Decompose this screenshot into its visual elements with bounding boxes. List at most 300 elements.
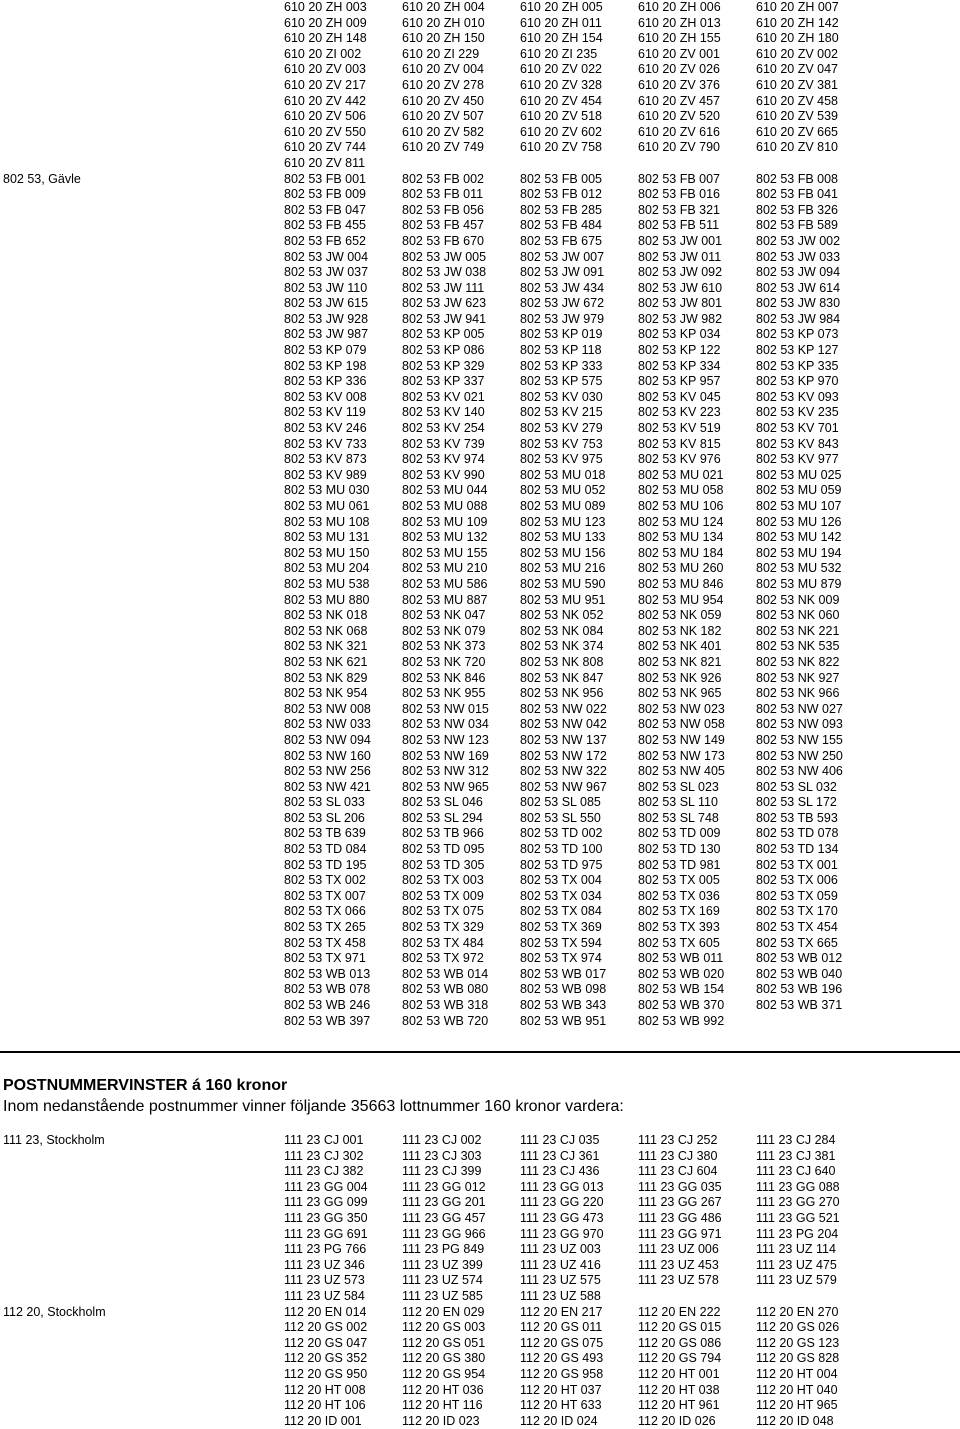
lottery-number: 802 53 JW 672 [520, 296, 605, 311]
lottery-number: 112 20 HT 036 [402, 1382, 484, 1397]
lottery-number: 802 53 TX 036 [638, 888, 720, 903]
lottery-number: 802 53 MU 123 [520, 514, 606, 529]
lottery-number: 802 53 KV 976 [638, 452, 721, 467]
lottery-number: 112 20 ID 026 [638, 1413, 716, 1428]
lottery-number: 802 53 WB 343 [520, 998, 607, 1012]
lottery-number: 802 53 FB 457 [402, 218, 485, 233]
lottery-number: 802 53 JW 615 [284, 296, 369, 311]
lottery-number: 802 53 NK 079 [402, 623, 486, 638]
lottery-number: 610 20 ZV 518 [520, 109, 603, 124]
lottery-number: 610 20 ZV 450 [402, 93, 485, 108]
lottery-number: 802 53 MU 108 [284, 514, 370, 529]
lottery-number: 802 53 MU 132 [402, 530, 488, 545]
lottery-number: 802 53 TX 458 [284, 935, 366, 950]
lottery-number: 802 53 KV 119 [284, 405, 366, 420]
lottery-number: 802 53 JW 830 [756, 296, 841, 311]
lottery-number: 802 53 JW 111 [402, 280, 485, 295]
lottery-number: 112 20 HT 116 [402, 1398, 483, 1413]
lottery-number: 802 53 MU 133 [520, 530, 606, 545]
lottery-number: 802 53 NW 405 [638, 764, 725, 779]
lottery-number: 802 53 NW 137 [520, 732, 607, 747]
lottery-number: 112 20 GS 015 [638, 1320, 722, 1335]
lottery-number: 802 53 KV 235 [756, 405, 839, 420]
lottery-number: 802 53 WB 014 [402, 966, 489, 981]
lottery-number: 802 53 WB 720 [402, 1013, 489, 1028]
postcode-group [0, 172, 960, 1030]
lottery-number: 802 53 KV 753 [520, 436, 603, 451]
lottery-number: 610 20 ZH 005 [520, 0, 603, 14]
lottery-number: 802 53 TX 084 [520, 904, 602, 919]
lottery-number: 610 20 ZH 154 [520, 31, 603, 46]
lottery-number: 802 53 TD 975 [520, 857, 603, 872]
lottery-number: 802 53 KV 843 [756, 436, 839, 451]
lottery-number: 610 20 ZI 235 [520, 46, 598, 61]
postcode-area-label [0, 0, 284, 172]
lottery-number: 111 23 GG 004 [284, 1179, 368, 1194]
lottery-number: 802 53 JW 928 [284, 311, 369, 326]
lottery-number: 802 53 NW 250 [756, 748, 843, 763]
lottery-number: 112 20 GS 352 [284, 1351, 368, 1366]
lottery-number: 802 53 NK 401 [638, 639, 722, 654]
lottery-number: 802 53 WB 371 [756, 998, 843, 1012]
lottery-number: 802 53 MU 150 [284, 545, 370, 560]
lottery-number: 802 53 NK 535 [756, 639, 840, 654]
lottery-number: 802 53 TD 095 [402, 842, 485, 857]
lottery-number: 111 23 CJ 604 [638, 1164, 718, 1179]
lottery-number: 112 20 HT 008 [284, 1382, 366, 1397]
lottery-number: 111 23 GG 035 [638, 1179, 722, 1194]
lottery-number: 802 53 NW 149 [638, 732, 725, 747]
lottery-number: 802 53 NW 042 [520, 717, 607, 732]
lottery-number: 802 53 JW 094 [756, 265, 841, 280]
section-divider [0, 1051, 960, 1053]
lottery-number: 802 53 TX 665 [756, 935, 838, 950]
lottery-number: 610 20 ZH 004 [402, 0, 485, 14]
lottery-number: 802 53 NK 821 [638, 654, 722, 669]
lottery-number: 111 23 UZ 579 [756, 1273, 837, 1288]
lottery-number: 610 20 ZH 148 [284, 31, 367, 46]
lottery-number: 802 53 MU 089 [520, 499, 606, 513]
lottery-number: 802 53 TX 369 [520, 920, 602, 935]
lottery-number: 802 53 TD 100 [520, 842, 603, 857]
lottery-number: 802 53 TX 971 [284, 951, 366, 966]
lottery-number: 802 53 TX 004 [520, 873, 602, 888]
lottery-number: 802 53 JW 941 [402, 311, 487, 326]
section-subheading: Inom nedanstående postnummer vinner följande 35663 lottnummer 160 kronor vardera: [3, 1098, 624, 1115]
lottery-number: 802 53 MU 030 [284, 483, 370, 498]
lottery-number: 802 53 SL 172 [756, 795, 837, 810]
lottery-number: 802 53 SL 206 [284, 810, 365, 825]
lottery-number: 802 53 TD 134 [756, 842, 839, 857]
lottery-number: 802 53 TX 974 [520, 951, 602, 966]
lottery-number: 610 20 ZV 026 [638, 62, 721, 77]
lottery-number: 802 53 WB 196 [756, 982, 843, 997]
lottery-number: 112 20 EN 270 [756, 1304, 839, 1319]
lottery-number: 802 53 KP 118 [520, 343, 602, 358]
lottery-number: 802 53 NK 052 [520, 608, 604, 623]
lottery-number: 802 53 KV 093 [756, 389, 839, 404]
lottery-number: 802 53 MU 210 [402, 561, 488, 576]
lottery-number: 802 53 WB 951 [520, 1013, 607, 1028]
postcode-area-label: 802 53, Gävle [3, 171, 81, 186]
lottery-number: 111 23 UZ 578 [638, 1273, 719, 1288]
lottery-number: 802 53 SL 032 [756, 779, 837, 794]
lottery-number: 802 53 KP 019 [520, 327, 603, 342]
lottery-number: 802 53 KV 254 [402, 421, 485, 436]
lottery-number: 802 53 NK 084 [520, 623, 604, 638]
lottery-number: 111 23 GG 350 [284, 1210, 368, 1225]
lottery-number: 802 53 MU 538 [284, 576, 370, 591]
lottery-number: 802 53 NK 822 [756, 654, 840, 669]
lottery-number: 802 53 TD 130 [638, 842, 721, 857]
lottery-number: 802 53 WB 013 [284, 966, 371, 981]
lottery-number: 802 53 MU 156 [520, 545, 606, 560]
lottery-number: 802 53 KV 977 [756, 452, 839, 467]
lottery-number: 802 53 SL 550 [520, 810, 601, 825]
lottery-number: 802 53 SL 046 [402, 795, 483, 810]
lottery-number: 802 53 KP 957 [638, 374, 721, 389]
lottery-number: 610 20 ZH 180 [756, 31, 839, 46]
lottery-number: 802 53 KV 733 [284, 436, 367, 451]
lottery-number: 111 23 GG 486 [638, 1210, 722, 1225]
lottery-number: 112 20 ID 024 [520, 1413, 598, 1428]
lottery-number: 802 53 NW 155 [756, 732, 843, 747]
lottery-number: 802 53 KV 873 [284, 452, 367, 467]
lottery-number: 802 53 JW 801 [638, 296, 723, 311]
lottery-number: 802 53 KV 246 [284, 421, 367, 436]
lottery-number: 802 53 MU 044 [402, 483, 488, 498]
lottery-number: 111 23 GG 691 [284, 1226, 368, 1241]
lottery-number: 610 20 ZV 811 [284, 155, 366, 170]
lottery-number: 112 20 GS 003 [402, 1320, 486, 1335]
lottery-number: 802 53 TX 972 [402, 951, 484, 966]
lottery-number: 802 53 NK 847 [520, 670, 604, 685]
lottery-number: 802 53 TD 305 [402, 857, 485, 872]
lottery-number: 111 23 GG 267 [638, 1195, 722, 1210]
lottery-number: 802 53 NK 221 [756, 623, 840, 638]
lottery-number: 802 53 NK 059 [638, 608, 722, 623]
lottery-number: 111 23 PG 849 [402, 1242, 485, 1257]
lottery-number: 802 53 MU 590 [520, 576, 606, 591]
lottery-number-grid [284, 172, 960, 1030]
lottery-number: 802 53 FB 484 [520, 218, 603, 233]
lottery-number: 802 53 TX 170 [756, 904, 838, 919]
lottery-number: 802 53 NK 846 [402, 670, 486, 685]
lottery-number: 111 23 CJ 380 [638, 1148, 718, 1163]
lottery-number: 610 20 ZI 002 [284, 46, 362, 61]
lottery-number: 802 53 NK 018 [284, 608, 368, 623]
lottery-number: 111 23 CJ 399 [402, 1164, 482, 1179]
lottery-number: 111 23 GG 012 [402, 1179, 486, 1194]
lottery-number: 802 53 NK 068 [284, 623, 368, 638]
lottery-number: 802 53 NW 322 [520, 764, 607, 779]
lottery-number: 112 20 GS 950 [284, 1366, 368, 1381]
lottery-number: 610 20 ZV 602 [520, 124, 603, 139]
lottery-number: 111 23 PG 766 [284, 1242, 367, 1257]
lottery-number: 802 53 MU 204 [284, 561, 370, 576]
lottery-number: 802 53 JW 610 [638, 280, 723, 295]
lottery-number: 802 53 MU 954 [638, 592, 724, 607]
lottery-number: 111 23 GG 099 [284, 1195, 368, 1210]
lottery-number: 610 20 ZH 150 [402, 31, 485, 46]
lottery-number: 802 53 NW 312 [402, 764, 489, 779]
lottery-number: 802 53 TX 605 [638, 935, 720, 950]
lottery-number: 802 53 JW 037 [284, 265, 369, 280]
lottery-number: 802 53 FB 511 [638, 218, 720, 233]
lottery-number: 112 20 GS 002 [284, 1320, 368, 1335]
lottery-number: 802 53 JW 005 [402, 249, 487, 264]
lottery-number: 802 53 NW 022 [520, 701, 607, 716]
lottery-number: 112 20 HT 040 [756, 1382, 838, 1397]
lottery-number: 802 53 MU 216 [520, 561, 606, 576]
lottery-number: 802 53 SL 748 [638, 810, 719, 825]
lottery-number: 802 53 KP 086 [402, 343, 485, 358]
lottery-number: 610 20 ZV 810 [756, 140, 839, 155]
lottery-number: 802 53 NK 966 [756, 686, 840, 701]
lottery-number: 112 20 HT 037 [520, 1382, 602, 1397]
lottery-number: 111 23 CJ 284 [756, 1133, 836, 1147]
lottery-number: 610 20 ZV 381 [756, 77, 839, 92]
lottery-number: 802 53 MU 052 [520, 483, 606, 498]
lottery-number: 111 23 UZ 006 [638, 1242, 719, 1257]
lottery-number: 802 53 MU 058 [638, 483, 724, 498]
lottery-number: 610 20 ZV 616 [638, 124, 721, 139]
lottery-number: 112 20 EN 029 [402, 1304, 485, 1319]
lottery-number: 111 23 GG 201 [402, 1195, 486, 1210]
lottery-number: 802 53 MU 184 [638, 545, 724, 560]
lottery-number: 802 53 KV 701 [756, 421, 839, 436]
lottery-number: 802 53 NW 093 [756, 717, 843, 732]
lottery-number: 610 20 ZV 001 [638, 46, 721, 61]
lottery-number: 112 20 ID 023 [402, 1413, 480, 1428]
lottery-number: 610 20 ZV 004 [402, 62, 485, 77]
lottery-number: 802 53 SL 033 [284, 795, 365, 810]
lottery-number: 802 53 NK 182 [638, 623, 722, 638]
lottery-number: 802 53 TX 393 [638, 920, 720, 935]
lottery-number: 802 53 NW 256 [284, 764, 371, 779]
lottery-number: 111 23 UZ 475 [756, 1257, 837, 1272]
lottery-number: 802 53 NK 927 [756, 670, 840, 685]
lottery-number: 610 20 ZH 155 [638, 31, 721, 46]
lottery-number: 112 20 HT 004 [756, 1366, 838, 1381]
lottery-number: 802 53 KV 989 [284, 467, 367, 482]
lottery-number: 802 53 KV 974 [402, 452, 485, 467]
lottery-number: 802 53 KP 970 [756, 374, 839, 389]
lottery-number: 802 53 TX 484 [402, 935, 484, 950]
lottery-number: 112 20 GS 493 [520, 1351, 604, 1366]
lottery-number: 802 53 WB 012 [756, 951, 843, 966]
lottery-number: 610 20 ZV 520 [638, 109, 721, 124]
lottery-number: 802 53 MU 124 [638, 514, 724, 529]
lottery-number: 610 20 ZV 022 [520, 62, 603, 77]
lottery-number: 802 53 TX 002 [284, 873, 366, 888]
lottery-number: 112 20 GS 051 [402, 1335, 486, 1350]
lottery-number: 802 53 WB 246 [284, 998, 371, 1012]
lottery-number: 802 53 TB 593 [756, 810, 838, 825]
lottery-number: 802 53 JW 091 [520, 265, 605, 280]
postcode-area-label: 111 23, Stockholm [3, 1133, 105, 1147]
lottery-number: 802 53 WB 370 [638, 998, 725, 1012]
lottery-number: 802 53 NW 094 [284, 732, 371, 747]
lottery-number: 802 53 NW 123 [402, 732, 489, 747]
lottery-number: 802 53 FB 011 [402, 187, 484, 202]
lottery-number: 802 53 JW 984 [756, 311, 841, 326]
lottery-number: 802 53 MU 155 [402, 545, 488, 560]
lottery-number: 802 53 NW 015 [402, 701, 489, 716]
lottery-number: 802 53 KV 815 [638, 436, 721, 451]
lottery-number: 610 20 ZH 003 [284, 0, 367, 14]
lottery-number: 610 20 ZV 506 [284, 109, 367, 124]
lottery-number: 111 23 UZ 588 [520, 1288, 601, 1303]
lottery-number: 802 53 FB 008 [756, 171, 839, 186]
section-heading: POSTNUMMERVINSTER á 160 kronor [3, 1077, 288, 1094]
lottery-number: 802 53 NK 955 [402, 686, 486, 701]
lottery-number: 802 53 MU 131 [284, 530, 370, 545]
postcode-group [0, 1133, 960, 1305]
lottery-number: 610 20 ZV 047 [756, 62, 839, 77]
lottery-number: 802 53 TD 078 [756, 826, 839, 841]
lottery-number: 112 20 EN 217 [520, 1304, 603, 1319]
lottery-number: 802 53 FB 589 [756, 218, 839, 233]
lottery-number: 111 23 UZ 575 [520, 1273, 601, 1288]
lottery-number: 802 53 MU 260 [638, 561, 724, 576]
lottery-number: 802 53 MU 088 [402, 499, 488, 513]
lottery-number: 802 53 WB 154 [638, 982, 725, 997]
lottery-number: 610 20 ZV 507 [402, 109, 485, 124]
lottery-number: 802 53 FB 009 [284, 187, 367, 202]
lottery-number: 610 20 ZH 009 [284, 15, 367, 30]
lottery-number: 111 23 UZ 573 [284, 1273, 365, 1288]
lottery-number: 802 53 KV 990 [402, 467, 485, 482]
lottery-number: 112 20 HT 106 [284, 1398, 366, 1413]
lottery-number: 802 53 NK 373 [402, 639, 486, 654]
lottery-number: 802 53 MU 106 [638, 499, 724, 513]
lottery-number: 802 53 KP 329 [402, 358, 485, 373]
lottery-number: 111 23 GG 457 [402, 1210, 486, 1225]
lottery-number: 112 20 HT 965 [756, 1398, 838, 1413]
lottery-number-grid [284, 0, 960, 172]
lottery-number: 610 20 ZV 328 [520, 77, 603, 92]
lottery-number: 802 53 KV 279 [520, 421, 603, 436]
postcode-area-label: 112 20, Stockholm [3, 1304, 106, 1319]
lottery-number: 802 53 NW 034 [402, 717, 489, 732]
lottery-number: 802 53 WB 098 [520, 982, 607, 997]
lottery-number: 802 53 NK 956 [520, 686, 604, 701]
lottery-number: 802 53 SL 023 [638, 779, 719, 794]
lottery-number: 610 20 ZV 665 [756, 124, 839, 139]
lottery-number: 802 53 NK 829 [284, 670, 368, 685]
lottery-number: 802 53 SL 110 [638, 795, 718, 810]
lottery-number: 802 53 MU 109 [402, 514, 488, 529]
lottery-number: 802 53 NK 926 [638, 670, 722, 685]
lottery-number: 111 23 UZ 416 [520, 1257, 601, 1272]
lottery-number: 111 23 GG 971 [638, 1226, 722, 1241]
lottery-number: 802 53 JW 001 [638, 233, 723, 248]
lottery-number: 802 53 JW 987 [284, 327, 369, 342]
lottery-number: 802 53 TX 003 [402, 873, 484, 888]
lottery-number: 802 53 NK 621 [284, 654, 368, 669]
lottery-number: 112 20 GS 828 [756, 1351, 840, 1366]
lottery-number: 802 53 KP 198 [284, 358, 367, 373]
lottery-number: 802 53 KV 739 [402, 436, 485, 451]
lottery-number: 802 53 JW 614 [756, 280, 841, 295]
lottery-number: 610 20 ZH 010 [402, 15, 485, 30]
lottery-number: 802 53 JW 434 [520, 280, 605, 295]
lottery-number: 802 53 NW 169 [402, 748, 489, 763]
lottery-number: 802 53 TX 059 [756, 888, 838, 903]
lottery-number: 610 20 ZH 007 [756, 0, 839, 14]
lottery-number: 802 53 TD 981 [638, 857, 721, 872]
lottery-number: 802 53 MU 586 [402, 576, 488, 591]
lottery-number: 802 53 NK 047 [402, 608, 486, 623]
lottery-number: 802 53 KP 127 [756, 343, 839, 358]
lottery-number: 112 20 GS 026 [756, 1320, 840, 1335]
lottery-number: 112 20 HT 001 [638, 1366, 720, 1381]
lottery-number: 802 53 FB 012 [520, 187, 603, 202]
lottery-number: 111 23 CJ 381 [756, 1148, 836, 1163]
lottery-number: 802 53 WB 397 [284, 1013, 371, 1028]
lottery-number: 802 53 FB 041 [756, 187, 839, 202]
lottery-number: 802 53 MU 880 [284, 592, 370, 607]
lottery-number: 111 23 PG 204 [756, 1226, 839, 1241]
lottery-number: 802 53 NW 160 [284, 748, 371, 763]
lottery-number: 610 20 ZV 458 [756, 93, 839, 108]
lottery-number: 111 23 CJ 382 [284, 1164, 364, 1179]
lottery-number: 802 53 NW 008 [284, 701, 371, 716]
lottery-number: 802 53 WB 040 [756, 966, 843, 981]
lottery-number: 802 53 FB 005 [520, 171, 603, 186]
lottery-number: 610 20 ZH 011 [520, 15, 602, 30]
lottery-number: 610 20 ZV 550 [284, 124, 367, 139]
lottery-number: 111 23 CJ 002 [402, 1133, 482, 1147]
winning-numbers-list-bottom [0, 1133, 960, 1429]
lottery-number: 111 23 CJ 436 [520, 1164, 600, 1179]
lottery-number: 610 20 ZH 142 [756, 15, 839, 30]
lottery-number: 112 20 GS 075 [520, 1335, 604, 1350]
lottery-number: 802 53 NW 173 [638, 748, 725, 763]
lottery-number: 802 53 NW 421 [284, 779, 371, 794]
lottery-number: 610 20 ZV 376 [638, 77, 721, 92]
lottery-number: 802 53 FB 285 [520, 202, 603, 217]
lottery-number: 802 53 KV 215 [520, 405, 603, 420]
lottery-number: 802 53 SL 294 [402, 810, 483, 825]
lottery-number: 802 53 KV 030 [520, 389, 603, 404]
lottery-number: 802 53 KP 333 [520, 358, 603, 373]
lottery-number: 802 53 FB 001 [284, 171, 367, 186]
lottery-number: 802 53 KP 336 [284, 374, 367, 389]
lottery-number: 802 53 MU 887 [402, 592, 488, 607]
lottery-number: 802 53 FB 321 [638, 202, 721, 217]
lottery-number: 802 53 FB 675 [520, 233, 603, 248]
lottery-number: 802 53 TX 265 [284, 920, 366, 935]
lottery-number: 111 23 GG 013 [520, 1179, 604, 1194]
lottery-number: 802 53 NK 060 [756, 608, 840, 623]
lottery-number: 802 53 WB 020 [638, 966, 725, 981]
lottery-number: 112 20 GS 380 [402, 1351, 486, 1366]
lottery-number: 802 53 WB 318 [402, 998, 489, 1012]
lottery-number: 610 20 ZV 217 [284, 77, 367, 92]
lottery-number: 112 20 GS 123 [756, 1335, 840, 1350]
lottery-number: 802 53 FB 652 [284, 233, 367, 248]
lottery-number: 802 53 TX 075 [402, 904, 484, 919]
lottery-number: 802 53 KP 122 [638, 343, 721, 358]
lottery-number: 802 53 FB 455 [284, 218, 367, 233]
lottery-number: 802 53 KV 975 [520, 452, 603, 467]
lottery-number: 610 20 ZH 006 [638, 0, 721, 14]
lottery-number: 112 20 ID 001 [284, 1413, 362, 1428]
lottery-number: 112 20 GS 954 [402, 1366, 486, 1381]
lottery-number: 802 53 FB 326 [756, 202, 839, 217]
